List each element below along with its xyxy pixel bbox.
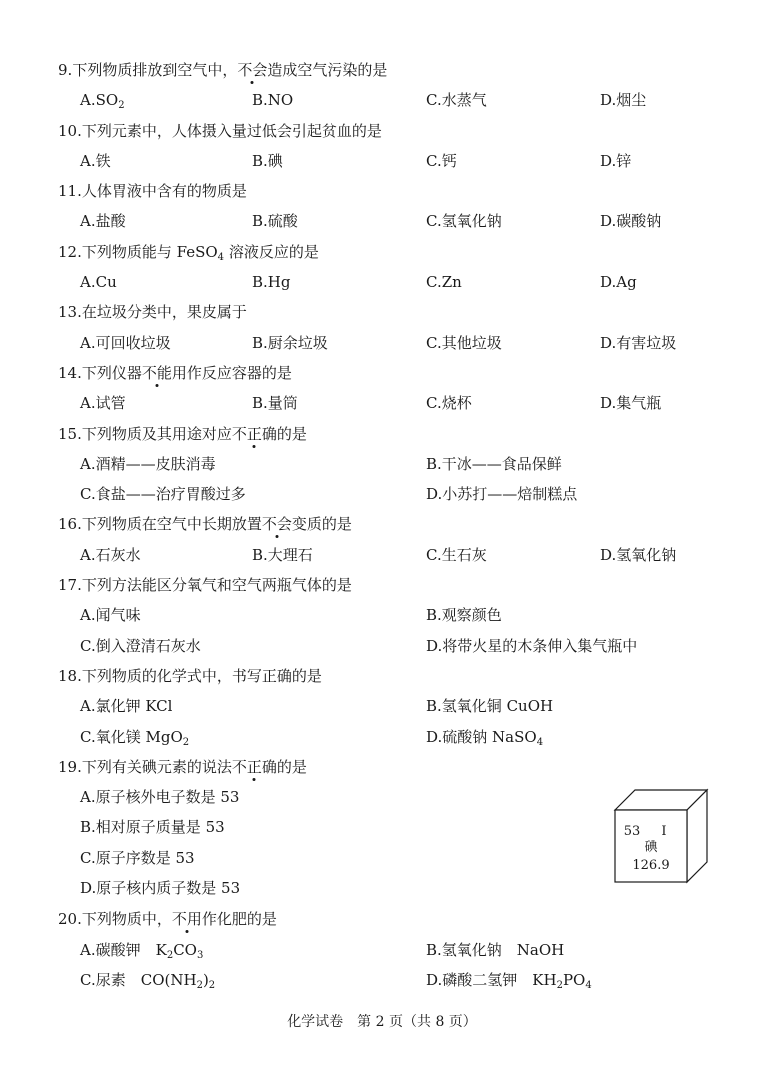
question-11: 11.人体胃液中含有的物质是 xyxy=(58,182,247,200)
option-12d: D.Ag xyxy=(600,273,637,291)
option-11b: B.硫酸 xyxy=(252,212,298,230)
option-17d: D.将带火星的木条伸入集气瓶中 xyxy=(426,637,638,655)
option-13c: C.其他垃圾 xyxy=(426,334,502,352)
option-9d: D.烟尘 xyxy=(600,91,647,109)
option-16c: C.生石灰 xyxy=(426,546,487,564)
iodine-element-tile xyxy=(612,788,712,884)
question-13: 13.在垃圾分类中，果皮属于 xyxy=(58,303,247,321)
option-10d: D.锌 xyxy=(600,152,632,170)
option-15c: C.食盐——治疗胃酸过多 xyxy=(80,485,246,503)
option-10b: B.碘 xyxy=(252,152,283,170)
option-16a: A.石灰水 xyxy=(80,546,141,564)
option-11a: A.盐酸 xyxy=(80,212,126,230)
option-12a: A.Cu xyxy=(80,273,117,291)
option-14a: A.试管 xyxy=(80,394,126,412)
option-9a: $A.SO_2$ xyxy=(80,91,125,111)
option-19c: C.原子序数是 53 xyxy=(80,849,195,867)
option-13a: A.可回收垃圾 xyxy=(80,334,171,352)
element-symbol: I xyxy=(661,824,667,839)
question-17: 17.下列方法能区分氧气和空气两瓶气体的是 xyxy=(58,576,352,594)
question-14: 14.下列仪器不能用作反应容器的是 xyxy=(58,364,292,382)
question-12: 12.下列物质能与 FeSO$_4$ 溶液反应的是 xyxy=(58,243,319,263)
option-11d: D.碳酸钠 xyxy=(600,212,662,230)
question-15: 15.下列物质及其用途对应不正确的是 xyxy=(58,425,307,443)
page-footer: 化学试卷 第 2 页（共 8 页） xyxy=(287,1014,477,1030)
option-18a: A.氯化钾 KCl xyxy=(80,697,173,715)
option-13b: B.厨余垃圾 xyxy=(252,334,328,352)
question-18: 18.下列物质的化学式中，书写正确的是 xyxy=(58,667,322,685)
option-18c: C.氧化镁 MgO$_2$ xyxy=(80,728,190,748)
option-10c: C.钙 xyxy=(426,152,457,170)
option-19b: B.相对原子质量是 53 xyxy=(80,818,225,836)
option-14d: D.集气瓶 xyxy=(600,394,662,412)
option-20a: A.碳酸钾 $K_2CO_3$ xyxy=(80,941,204,961)
option-20d: D.磷酸二氢钾 $KH_2PO_4$ xyxy=(426,971,592,991)
option-16d: D.氢氧化钠 xyxy=(600,546,677,564)
option-9c: C.水蒸气 xyxy=(426,91,487,109)
option-19a: A.原子核外电子数是 53 xyxy=(80,788,240,806)
option-14b: B.量筒 xyxy=(252,394,298,412)
option-18d: D.硫酸钠 NaSO$_4$ xyxy=(426,728,544,748)
atomic-mass: 126.9 xyxy=(632,858,670,873)
option-15b: B.干冰——食品保鲜 xyxy=(426,455,562,473)
question-20: 20.下列物质中，不用作化肥的是 xyxy=(58,910,277,928)
option-17b: B.观察颜色 xyxy=(426,606,502,624)
atomic-number: 53 xyxy=(623,824,641,839)
question-10: 10.下列元素中，人体摄入量过低会引起贫血的是 xyxy=(58,122,382,140)
option-16b: B.大理石 xyxy=(252,546,313,564)
question-16: 16.下列物质在空气中长期放置不会变质的是 xyxy=(58,515,352,533)
emphasis-incorrect: 不正确 xyxy=(231,425,277,443)
option-18b: B.氢氧化铜 CuOH xyxy=(426,697,554,715)
element-name: 碘 xyxy=(644,840,658,855)
option-20c: C.尿素 $CO(NH_2)_2$ xyxy=(80,971,216,991)
option-15a: A.酒精——皮肤消毒 xyxy=(80,455,216,473)
option-13d: D.有害垃圾 xyxy=(600,334,677,352)
option-12b: B.Hg xyxy=(252,273,291,291)
emphasis-cannot: 不能 xyxy=(141,364,172,382)
option-10a: A.铁 xyxy=(80,152,111,170)
emphasis-not-used: 不用 xyxy=(171,910,202,928)
option-12c: C.Zn xyxy=(426,273,462,291)
option-17c: C.倒入澄清石灰水 xyxy=(80,637,201,655)
emphasis-not: 不会 xyxy=(237,61,268,79)
option-20b: B.氢氧化钠 NaOH xyxy=(426,941,565,959)
emphasis-not: 不会 xyxy=(261,515,292,533)
question-19: 19.下列有关碘元素的说法不正确的是 xyxy=(58,758,307,776)
emphasis-incorrect: 不正确 xyxy=(231,758,277,776)
option-14c: C.烧杯 xyxy=(426,394,472,412)
question-9: 9.下列物质排放到空气中，不会造成空气污染的是 xyxy=(58,61,388,79)
option-17a: A.闻气味 xyxy=(80,606,141,624)
option-15d: D.小苏打——焙制糕点 xyxy=(426,485,578,503)
option-11c: C.氢氧化钠 xyxy=(426,212,502,230)
option-9b: B.NO xyxy=(252,91,294,109)
option-19d: D.原子核内质子数是 53 xyxy=(80,879,241,897)
